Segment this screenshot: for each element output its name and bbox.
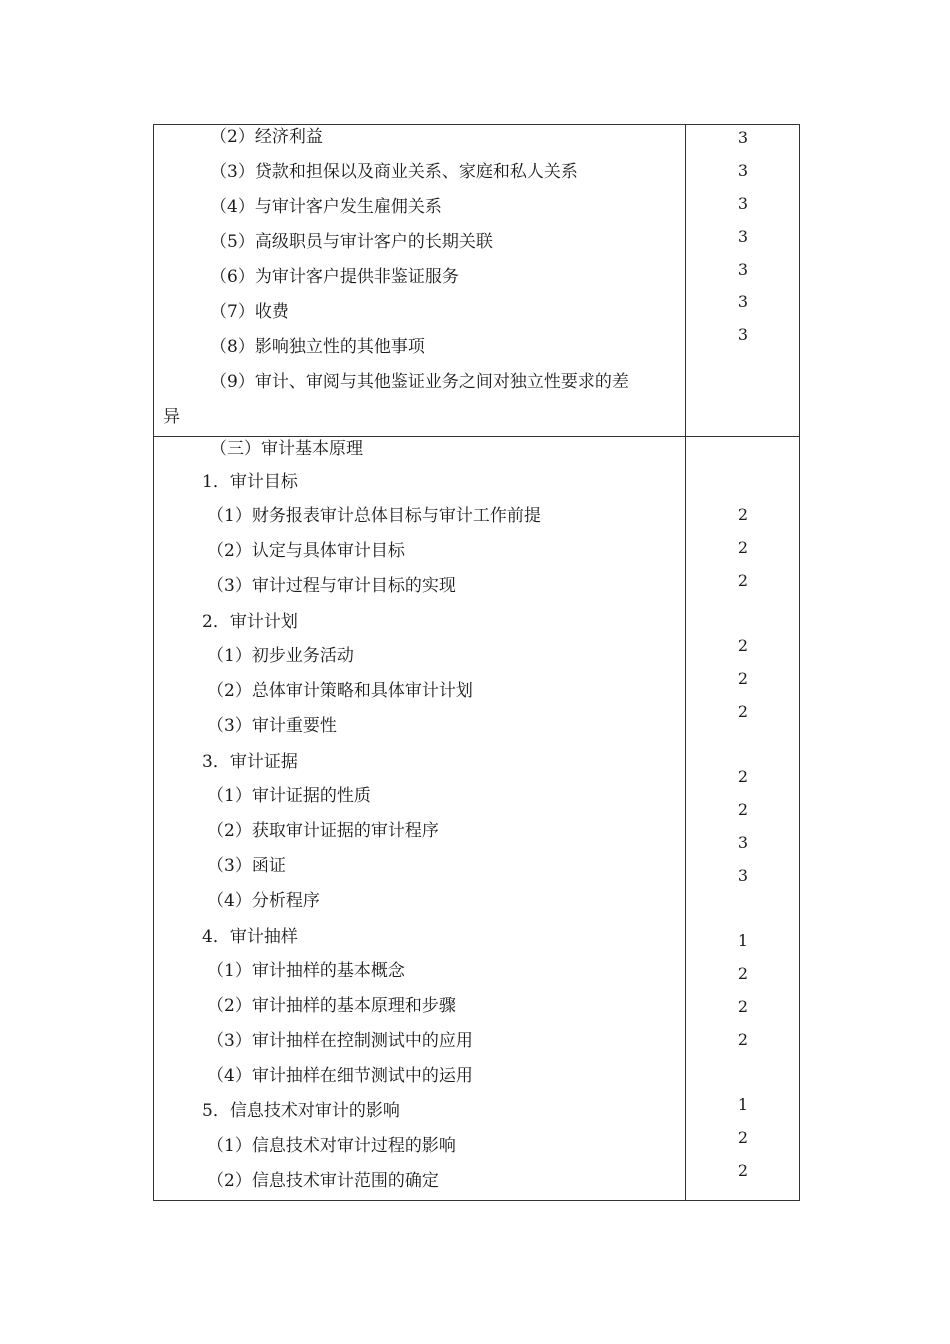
topic-line: （2）审计抽样的基本原理和步骤: [207, 996, 456, 1016]
level-value: 3: [737, 260, 749, 279]
level-value: 3: [737, 325, 749, 344]
topic-heading: 1．审计目标: [202, 472, 298, 492]
level-value: 1: [737, 931, 749, 950]
topic-line: （1）审计证据的性质: [207, 786, 371, 806]
topic-heading: 3．审计证据: [202, 752, 298, 772]
level-value: 2: [737, 669, 749, 688]
topic-line: （3）函证: [207, 856, 286, 876]
topic-line: （4）分析程序: [207, 891, 320, 911]
level-value: 1: [737, 1095, 749, 1114]
syllabus-table: [153, 124, 800, 1201]
topic-heading: 5．信息技术对审计的影响: [202, 1101, 400, 1121]
level-value: 3: [737, 194, 749, 213]
level-value: 3: [737, 866, 749, 885]
topic-line: （1）信息技术对审计过程的影响: [207, 1136, 456, 1156]
level-value: 3: [737, 292, 749, 311]
topic-line: （9）审计、审阅与其他鉴证业务之间对独立性要求的差: [210, 372, 629, 392]
level-value: 2: [737, 800, 749, 819]
topic-line: （2）信息技术审计范围的确定: [207, 1171, 439, 1191]
topic-line: （6）为审计客户提供非鉴证服务: [210, 267, 459, 287]
topic-line-wrap: 异: [163, 407, 180, 427]
topic-line: （3）审计过程与审计目标的实现: [207, 576, 456, 596]
column-divider: [685, 125, 686, 1200]
topic-line: （3）贷款和担保以及商业关系、家庭和私人关系: [210, 162, 578, 182]
topic-line: （8）影响独立性的其他事项: [210, 337, 425, 357]
level-value: 2: [737, 1161, 749, 1180]
level-value: 2: [737, 505, 749, 524]
level-value: 2: [737, 964, 749, 983]
level-value: 2: [737, 997, 749, 1016]
level-value: 3: [737, 128, 749, 147]
topic-heading: 2．审计计划: [202, 612, 298, 632]
level-value: 2: [737, 767, 749, 786]
topic-line: （2）获取审计证据的审计程序: [207, 821, 439, 841]
topic-line: （3）审计重要性: [207, 716, 337, 736]
topic-line: （2）总体审计策略和具体审计计划: [207, 681, 473, 701]
level-value: 3: [737, 227, 749, 246]
topic-line: （1）财务报表审计总体目标与审计工作前提: [207, 506, 541, 526]
topic-line: （7）收费: [210, 302, 289, 322]
topic-line: （2）经济利益: [210, 127, 323, 147]
row-divider: [154, 436, 799, 437]
level-value: 3: [737, 161, 749, 180]
level-value: 2: [737, 702, 749, 721]
level-value: 3: [737, 833, 749, 852]
topic-line: （2）认定与具体审计目标: [207, 541, 405, 561]
topic-line: （3）审计抽样在控制测试中的应用: [207, 1031, 473, 1051]
topic-line: （1）审计抽样的基本概念: [207, 961, 405, 981]
topic-line: （1）初步业务活动: [207, 646, 354, 666]
level-value: 2: [737, 571, 749, 590]
level-value: 2: [737, 636, 749, 655]
topic-line: （4）与审计客户发生雇佣关系: [210, 197, 442, 217]
section-heading: （三）审计基本原理: [210, 439, 363, 459]
topic-line: （4）审计抽样在细节测试中的运用: [207, 1066, 473, 1086]
topic-line: （5）高级职员与审计客户的长期关联: [210, 232, 493, 252]
level-value: 2: [737, 1128, 749, 1147]
level-value: 2: [737, 1030, 749, 1049]
level-value: 2: [737, 538, 749, 557]
topic-heading: 4．审计抽样: [202, 927, 298, 947]
